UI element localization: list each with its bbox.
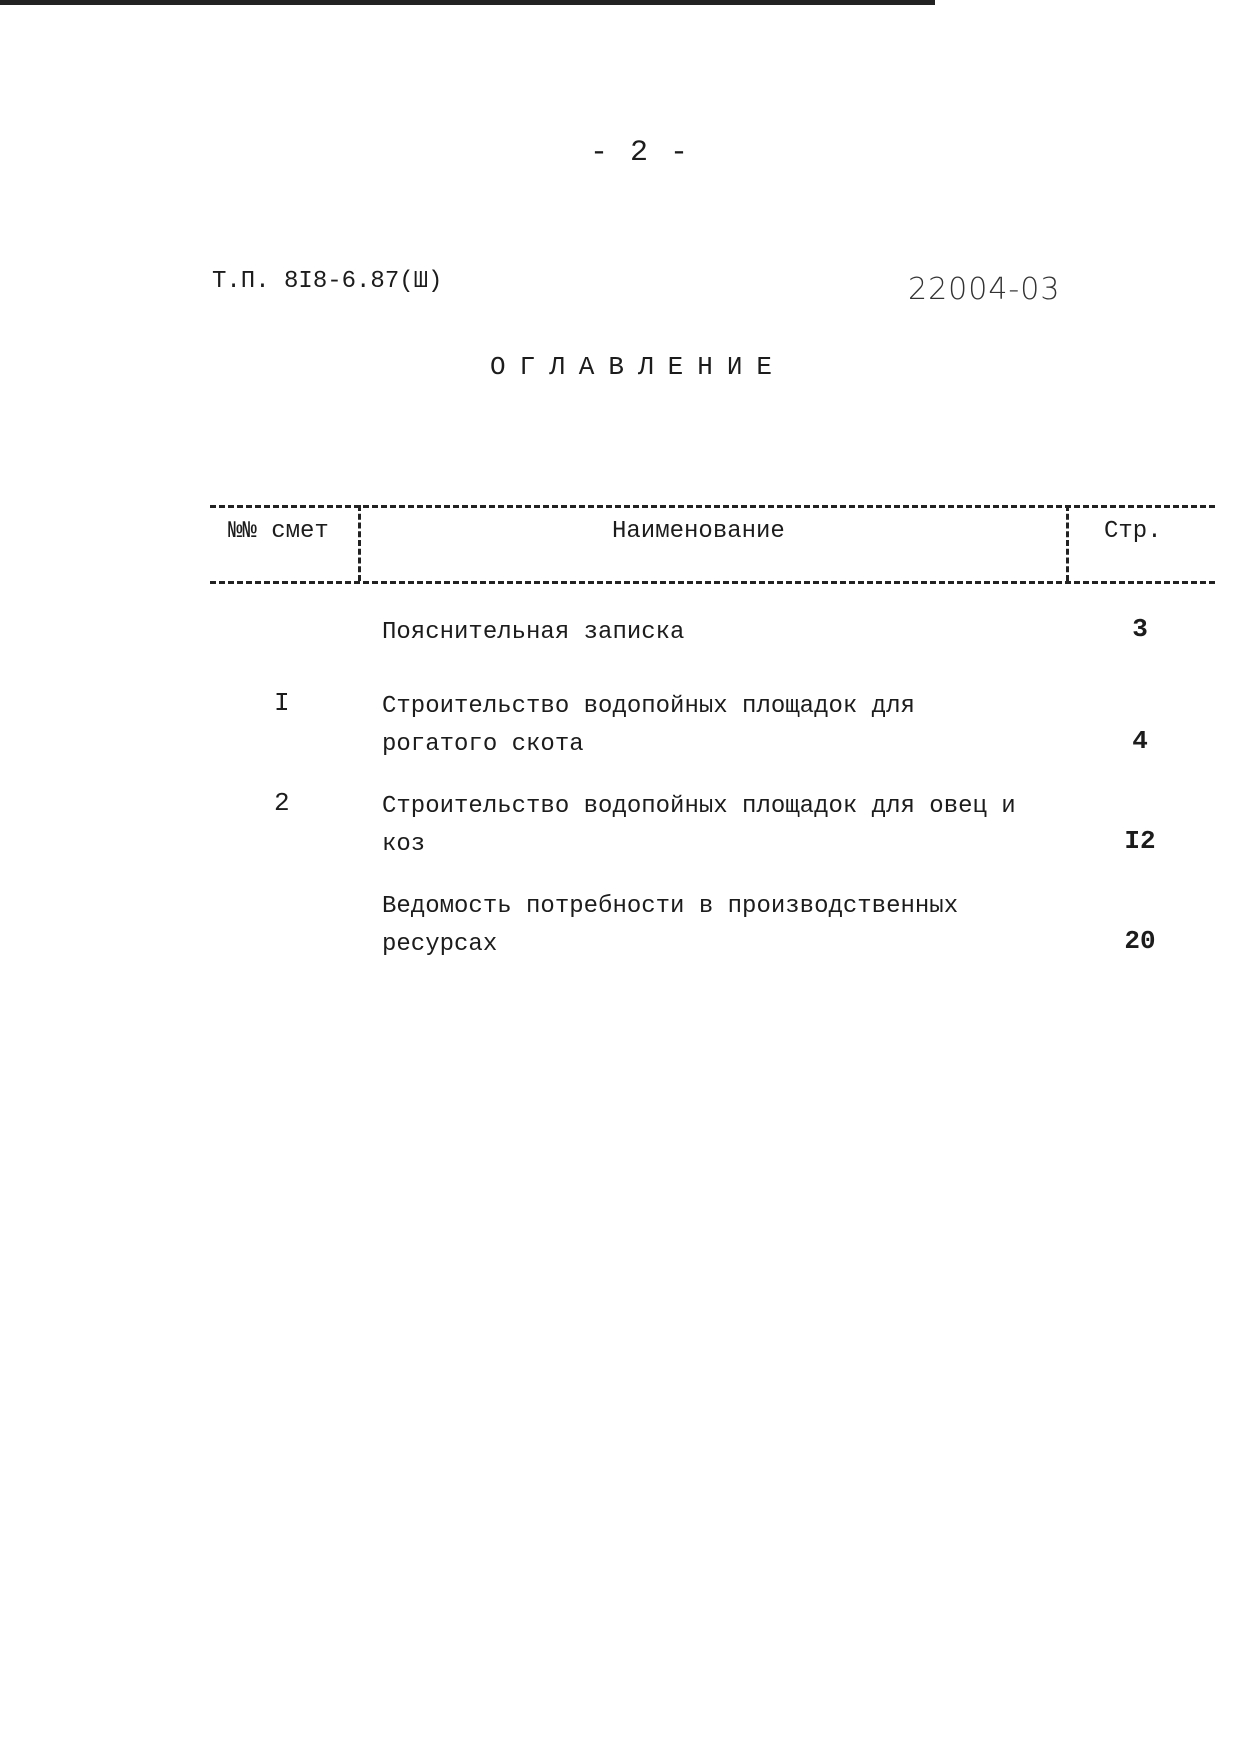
header-page: Стр. [1104,518,1162,545]
row-name: Ведомость потребности в производственных ресурсах [382,893,959,958]
row-page: 20 [1124,926,1156,956]
row-estimate-number: I [274,688,290,718]
row-name: Строительство водопойных площадок для рогатого скота [382,693,915,758]
document-code: Т.П. 8I8-6.87(Ш) [212,268,443,295]
row-estimate-number: 2 [274,788,290,818]
header-name: Наименование [612,518,785,545]
header-estimate-number: №№ смет [228,518,329,545]
column-separator [358,505,361,581]
table-header-bottom-rule [210,581,1215,584]
top-edge-rule [0,0,935,5]
row-name: Пояснительная записка [382,619,685,646]
page-title: ОГЛАВЛЕНИЕ [490,352,787,382]
row-name: Строительство водопойных площадок для овец и коз [382,793,1016,858]
row-page: 3 [1132,614,1148,644]
row-page: I2 [1124,826,1156,856]
row-page: 4 [1132,726,1148,756]
page-number: - 2 - [590,136,691,170]
archive-number-handwritten: 22004-03 [908,272,1061,307]
column-separator [1066,505,1069,581]
